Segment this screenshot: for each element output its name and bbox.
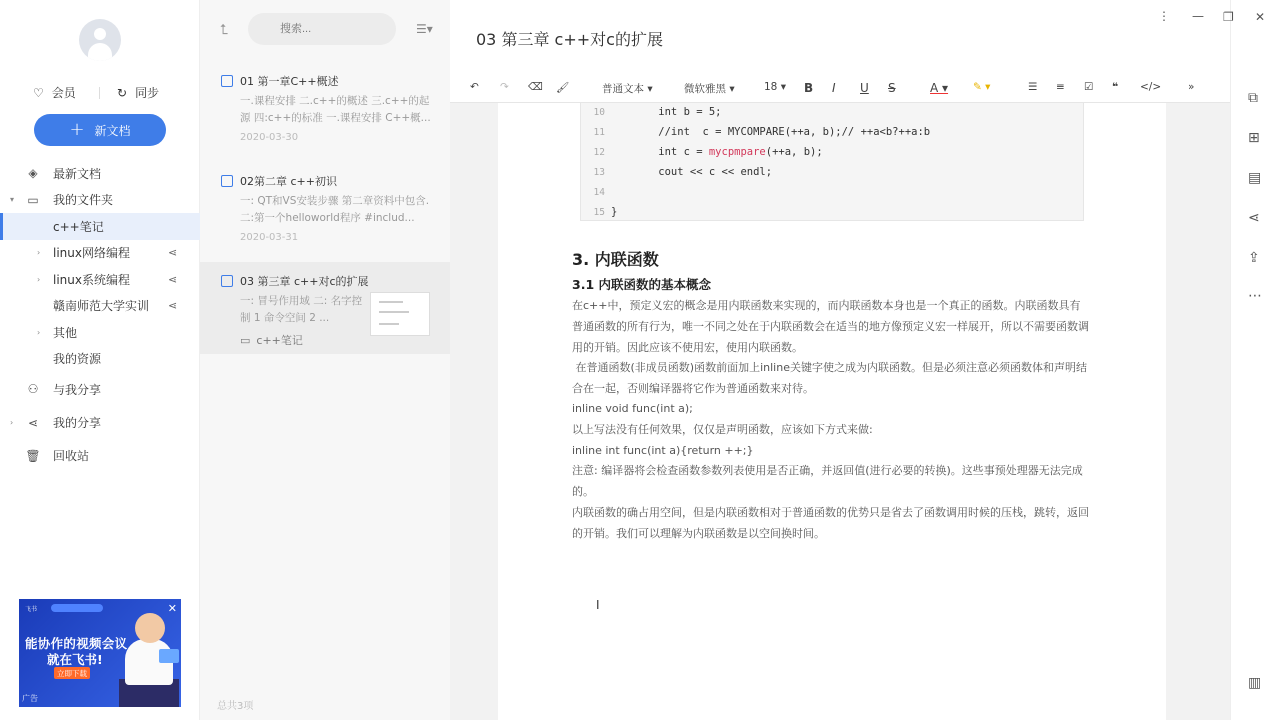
sidebar-item-label: 我的分享 [53, 416, 102, 430]
doc-edit-icon [221, 75, 233, 87]
line-number: 12 [593, 147, 605, 158]
code-text: int c = [633, 146, 709, 158]
folder-icon: ▭ [240, 333, 251, 347]
code-text: (++a, b); [765, 146, 823, 158]
vip-label: 会员 [51, 86, 76, 100]
sidebar-item-label: linux网络编程 [53, 246, 130, 261]
line-number: 10 [593, 107, 605, 118]
search-input[interactable] [248, 13, 396, 45]
sidebar-item-label: 我的文件夹 [53, 193, 114, 208]
doc-title: 02第二章 c++初识 [240, 175, 337, 188]
ad-brand: 飞书 [25, 606, 38, 613]
translate-icon[interactable]: ⧉ [1248, 90, 1258, 106]
back-icon[interactable]: ⮤ [220, 22, 229, 38]
vip-button[interactable] [33, 84, 76, 101]
font-select[interactable]: 微软雅黑 ▾ [684, 82, 735, 95]
new-doc-label: 新文档 [94, 123, 131, 138]
line-number: 13 [593, 167, 605, 178]
restore-icon[interactable]: ❐ [1223, 10, 1234, 24]
sidebar-item-recent[interactable] [0, 160, 200, 187]
paragraph: 以上写法没有任何效果，仅仅是声明函数，应该如下方式来做: [572, 423, 873, 436]
undo-icon[interactable]: ↶ [470, 81, 479, 93]
sidebar-item-label: 其他 [53, 325, 78, 340]
code-line: } [611, 206, 618, 218]
doc-title: 01 第一章C++概述 [240, 75, 339, 88]
doc-folder-label: c++笔记 [256, 334, 303, 347]
right-rail [1223, 0, 1280, 720]
more-horizontal-icon[interactable]: ⋯ [1248, 288, 1262, 304]
ad-person-head [135, 613, 165, 643]
list-item-selected[interactable] [200, 262, 450, 354]
line-number: 15 [593, 207, 605, 218]
trash-icon: 🗑 [25, 448, 41, 463]
sidebar-item-label: c++笔记 [53, 219, 104, 234]
export-icon[interactable]: ⇪ [1248, 250, 1260, 266]
sidebar-item-other[interactable] [0, 319, 200, 346]
doc-summary: 一.课程安排 二.c++的概述 三.c++的起源 四:c++的标准 一.课程安排 C++概... [240, 95, 431, 124]
code-line: cout << c << endl; [633, 166, 773, 178]
sidebar-item-label: 赣南师范大学实训 [53, 299, 150, 314]
diamond-icon: ♡ [33, 85, 44, 100]
sidebar-item-label: linux系统编程 [53, 272, 130, 287]
sync-icon: ↻ [117, 85, 128, 100]
ad-headline-2: 就在飞书! [47, 652, 103, 667]
list-item[interactable] [200, 162, 450, 254]
doc-thumbnail [370, 292, 430, 336]
sidebar-item-my-shares[interactable] [0, 406, 200, 439]
users-icon: ⚇ [27, 382, 39, 396]
share-icon[interactable]: ⋖ [1248, 210, 1260, 226]
checkbox-icon[interactable]: ☑ [1084, 81, 1094, 93]
code-line [633, 146, 823, 158]
paragraph: 在普通函数(非成员函数)函数前面加上inline关键字使之成为内联函数。但是必须注意必须函数体和声明结合在一起，否则编译器将它作为普通函数来对待。 [572, 361, 1087, 395]
sidebar-item-linux-network[interactable] [0, 240, 200, 267]
left-sidebar [0, 0, 200, 720]
document-info-icon[interactable]: ▤ [1248, 170, 1262, 186]
share-icon: ⋖ [27, 415, 39, 430]
heading-3-1: 3.1 内联函数的基本概念 [572, 277, 711, 292]
numbered-list-icon[interactable]: ≡ [1056, 81, 1065, 93]
sidebar-item-label: 与我分享 [53, 382, 102, 397]
font-color-icon[interactable]: A ▾ [930, 81, 949, 95]
line-number: 14 [593, 187, 605, 198]
list-view-icon[interactable]: ☰▾ [416, 22, 433, 36]
folder-icon: ▭ [27, 192, 39, 207]
avatar[interactable] [79, 19, 121, 61]
sync-button[interactable] [117, 84, 159, 101]
text-cursor-icon: I [596, 598, 600, 612]
chevron-right-icon[interactable]: › [37, 327, 41, 337]
chevron-down-icon[interactable]: ▾ [10, 195, 15, 205]
more-tools-icon[interactable]: » [1188, 81, 1195, 93]
paragraph: 在c++中，预定义宏的概念是用内联函数来实现的，而内联函数本身也是一个真正的函数。内联函数具有普通函数的所有行为，唯一不同之处在于内联函数会在适当的地方像预定义宏一样展开，所以不需要函数调用的开销。因此应该不使用宏，使用内联函数。 [572, 299, 1089, 354]
eraser-icon[interactable]: ⌫ [528, 81, 543, 93]
total-count: 总共3项 [217, 701, 254, 712]
sidebar-item-label: 回收站 [53, 449, 90, 463]
code-icon[interactable]: </> [1140, 81, 1162, 93]
chevron-right-icon[interactable]: › [37, 248, 41, 258]
strikethrough-icon[interactable]: S [888, 81, 896, 95]
ad-pill [51, 604, 103, 612]
code-block[interactable] [580, 103, 1084, 221]
sidebar-item-linux-system[interactable] [0, 266, 200, 293]
chevron-right-icon[interactable]: › [37, 274, 41, 284]
minimize-icon[interactable]: — [1192, 9, 1204, 23]
page-title[interactable]: 03 第三章 c++对c的扩展 [476, 30, 663, 49]
doc-date: 2020-03-30 [240, 132, 299, 143]
panel-toggle-icon[interactable]: ▥ [1248, 675, 1262, 691]
chevron-right-icon[interactable]: › [10, 418, 14, 427]
doc-date: 2020-03-31 [240, 232, 299, 243]
doc-summary: 一: QT和VS安装步骤 第二章资料中包含. 二:第一个helloworld程序 #includ... [240, 195, 430, 224]
sidebar-item-gannan[interactable] [0, 293, 200, 320]
sidebar-item-label: 我的资源 [53, 352, 102, 367]
sidebar-item-trash[interactable] [0, 439, 200, 472]
document-list [200, 0, 450, 720]
ad-banner[interactable] [19, 599, 181, 707]
sidebar-item-my-resources[interactable] [0, 346, 200, 373]
sidebar-nav [0, 160, 200, 472]
more-icon[interactable]: ⋮ [1158, 9, 1170, 23]
editor [450, 0, 1230, 720]
paragraph: inline int func(int a){return ++;} [572, 444, 754, 457]
sidebar-item-shared-with-me[interactable] [0, 372, 200, 406]
paragraph: inline void func(int a); [572, 402, 693, 415]
sidebar-item-cpp-notes[interactable] [0, 213, 200, 240]
code-line: int b = 5; [633, 106, 722, 118]
highlight-icon[interactable]: ✎ ▾ [973, 81, 991, 93]
doc-edit-icon [221, 275, 233, 287]
list-item[interactable] [200, 62, 450, 154]
sidebar-item-my-folders[interactable] [0, 187, 200, 214]
redo-icon[interactable]: ↷ [500, 81, 509, 93]
insert-icon[interactable]: ⊞ [1248, 130, 1260, 146]
bold-icon[interactable]: B [804, 81, 814, 95]
editor-toolbar [450, 74, 1230, 103]
paragraph-style-select[interactable]: 普通文本 ▾ [602, 82, 653, 95]
laptop-icon [159, 649, 179, 663]
font-size-label: 18 [764, 81, 778, 93]
doc-summary: 一: 冒号作用域 二: 名字控制 1 命令空间 2 ... [240, 295, 363, 324]
sync-label: 同步 [135, 86, 160, 100]
layers-icon: ◈ [28, 166, 38, 181]
plus-icon: + [69, 119, 85, 140]
share-icon: ⋖ [168, 299, 178, 313]
paragraph: 内联函数的确占用空间，但是内联函数相对于普通函数的优势只是省去了函数调用时候的压栈，跳转，返回的开销。我们可以理解为内联函数是以空间换时间。 [572, 506, 1089, 540]
heading-3: 3. 内联函数 [572, 250, 659, 269]
paragraph: 注意: 编译器将会检查函数参数列表使用是否正确，并返回值(进行必要的转换)。这些事预处理器无法完成的。 [572, 464, 1083, 498]
ad-headline-1: 能协作的视频会议 [25, 636, 128, 651]
document-page[interactable] [498, 103, 1166, 720]
close-icon[interactable]: ✕ [1255, 10, 1266, 24]
ad-download-button[interactable]: 立即下载 [54, 667, 90, 679]
close-icon[interactable]: ✕ [167, 602, 177, 615]
font-size-select[interactable]: 18 ▾ [764, 81, 786, 93]
code-fn: mycpmpare [708, 146, 766, 158]
format-painter-icon[interactable]: 🖌 [556, 82, 570, 94]
new-doc-button[interactable] [34, 114, 166, 146]
paragraph-style-label: 普通文本 [602, 83, 644, 95]
underline-icon[interactable]: U [860, 81, 869, 95]
doc-title: 03 第三章 c++对c的扩展 [240, 275, 369, 288]
code-line: //int c = MYCOMPARE(++a, b);// ++a<b?++a:b [633, 126, 931, 138]
editor-header [450, 0, 1230, 74]
quote-icon[interactable]: ❝ [1112, 81, 1119, 93]
doc-folder [240, 332, 303, 348]
bullet-list-icon[interactable]: ☰ [1028, 81, 1038, 93]
share-icon: ⋖ [168, 272, 178, 286]
sidebar-item-label: 最新文档 [53, 166, 102, 181]
share-icon: ⋖ [168, 246, 178, 260]
font-label: 微软雅黑 [684, 83, 726, 95]
doc-edit-icon [221, 175, 233, 187]
line-number: 11 [593, 127, 605, 138]
ad-tag: 广告 [22, 694, 38, 703]
italic-icon[interactable]: I [832, 81, 836, 95]
